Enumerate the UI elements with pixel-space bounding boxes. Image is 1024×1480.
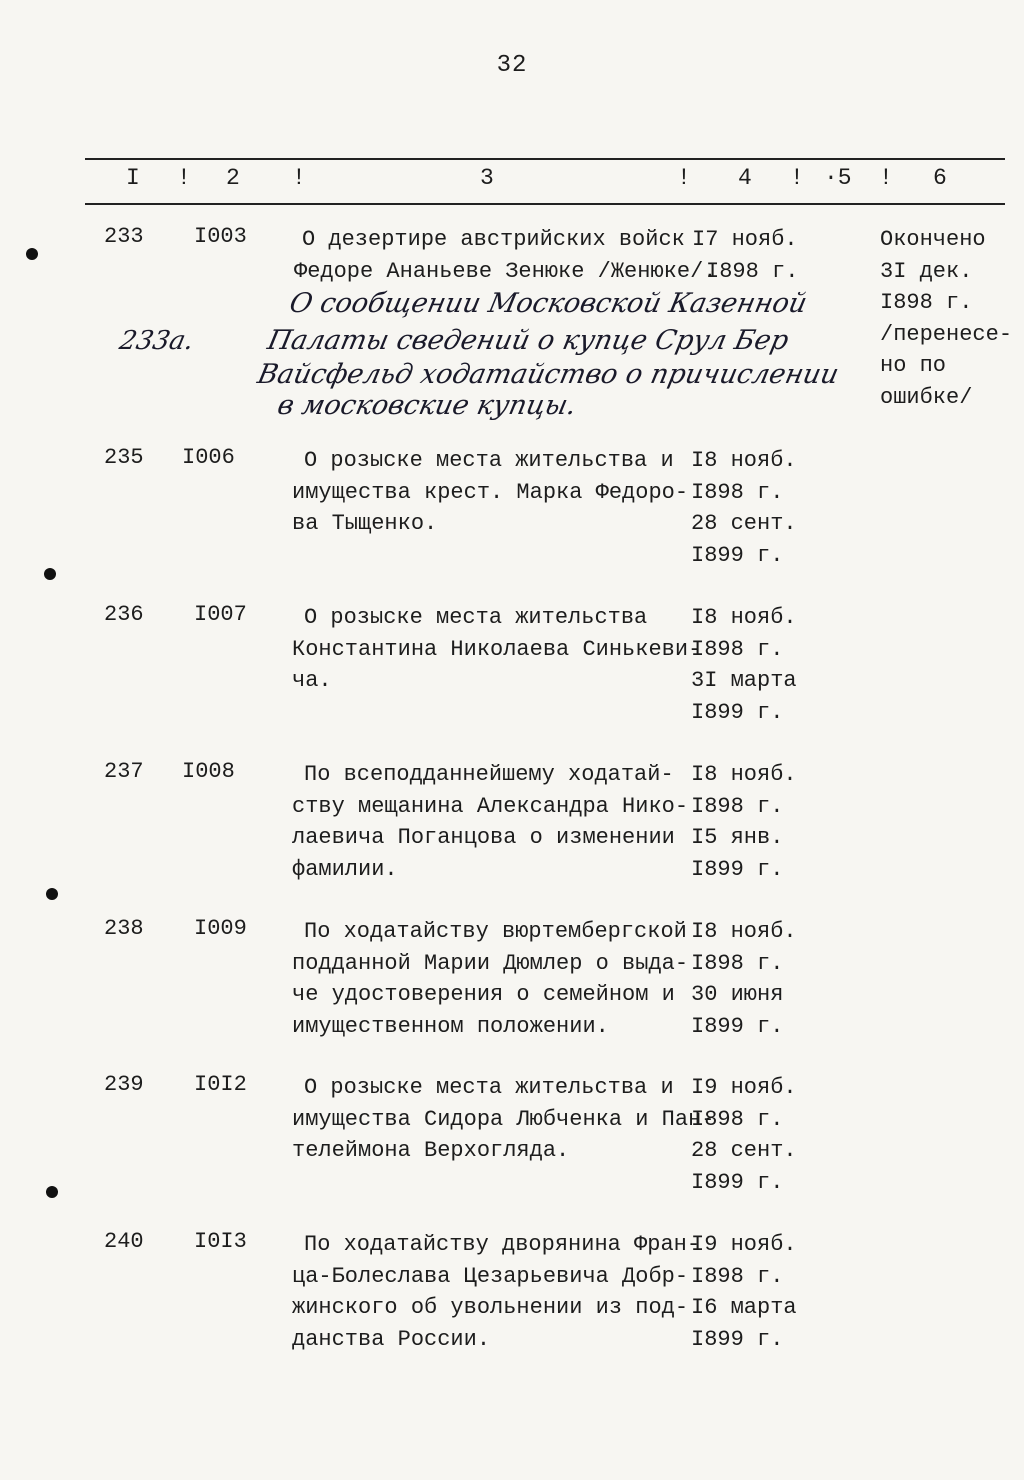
date-line: I898 г. [691, 1263, 784, 1289]
record-number: 237 [104, 759, 144, 784]
date-line: I8 нояб. [691, 919, 797, 944]
record-title [294, 224, 717, 287]
column-header-row [0, 165, 1024, 195]
handwritten-line: Вайсфельд ходатайство о причислении [254, 359, 842, 390]
record-code: I009 [194, 916, 247, 941]
title-line: жинского об увольнении из под- [292, 1295, 689, 1320]
record-title [292, 916, 689, 1042]
date-line: I8 нояб. [691, 448, 797, 473]
table-header-rule [85, 203, 1005, 205]
table-top-rule [85, 158, 1005, 160]
record-dates [691, 916, 821, 1042]
title-line: фамилии. [292, 856, 398, 882]
title-line: данства России. [292, 1326, 491, 1352]
note-line: /перенесе- [880, 321, 1013, 347]
record-code: I0I2 [194, 1072, 247, 1097]
record-code: I006 [182, 445, 235, 470]
record-code: I003 [194, 224, 247, 249]
record-dates [691, 602, 821, 728]
record-dates [691, 445, 821, 571]
record-title [292, 1072, 715, 1167]
title-line: По ходатайству дворянина Фран- [304, 1232, 701, 1257]
record-note [880, 224, 1020, 413]
date-line: I899 г. [691, 542, 784, 568]
record-title [292, 445, 689, 540]
date-line: I8 нояб. [691, 605, 797, 630]
title-line: че удостоверения о семейном и [292, 982, 675, 1007]
binder-hole [26, 248, 38, 260]
date-line: I898 г. [691, 793, 784, 819]
record-number: 236 [104, 602, 144, 627]
column-separator: ! [677, 165, 691, 191]
column-header-3: 3 [480, 165, 494, 191]
title-line: О розыске места жительства [304, 605, 648, 630]
title-line: имущественном положении. [292, 1013, 609, 1039]
title-line: имущества Сидора Любченка и Пан- [292, 1106, 715, 1132]
column-header-6: 6 [933, 165, 947, 191]
column-separator: ! [292, 165, 306, 191]
page-number: 32 [496, 52, 528, 79]
record-number: 240 [104, 1229, 144, 1254]
date-line: I7 нояб. [692, 227, 798, 252]
title-line: По ходатайству вюртембергской [304, 919, 687, 944]
column-separator: ! [879, 165, 893, 191]
column-header-1: I [126, 165, 140, 191]
date-line: I899 г. [691, 1169, 784, 1195]
title-line: ца-Болеслава Цезарьевича Добр- [292, 1263, 689, 1289]
note-line: но по [880, 353, 947, 378]
title-line: По всеподданнейшему ходатай- [304, 762, 674, 787]
record-number: 239 [104, 1072, 144, 1097]
date-line: I9 нояб. [691, 1075, 797, 1100]
date-line: 3I марта [691, 668, 797, 693]
date-line: I898 г. [691, 636, 784, 662]
handwritten-line: Палаты сведений о купце Срул Бер [264, 325, 792, 356]
date-line: 28 сент. [691, 511, 797, 536]
title-line: Федоре Ананьеве Зенюке /Женюке/. [294, 258, 717, 284]
record-dates [691, 1229, 821, 1355]
record-code: I008 [182, 759, 235, 784]
date-line: I899 г. [691, 1326, 784, 1352]
record-number: 235 [104, 445, 144, 470]
record-dates [692, 224, 822, 287]
column-header-5: ·5 [824, 165, 852, 191]
title-line: О розыске места жительства и [304, 448, 674, 473]
binder-hole [46, 1186, 58, 1198]
column-separator: ! [177, 165, 191, 191]
date-line: I898 г. [691, 950, 784, 976]
date-line: 28 сент. [691, 1138, 797, 1163]
record-title [292, 759, 689, 885]
column-header-4: 4 [738, 165, 752, 191]
title-line: Константина Николаева Синькеви- [292, 636, 702, 662]
record-dates [691, 1072, 821, 1198]
handwritten-line: в московские купцы. [274, 390, 580, 421]
record-number: 238 [104, 916, 144, 941]
date-line: I898 г. [706, 258, 799, 284]
note-line: Окончено [880, 227, 986, 252]
note-line: ошибке/ [880, 384, 973, 410]
date-line: I898 г. [691, 1106, 784, 1132]
date-line: I899 г. [691, 1013, 784, 1039]
binder-hole [46, 888, 58, 900]
record-dates [691, 759, 821, 885]
date-line: I8 нояб. [691, 762, 797, 787]
date-line: I5 янв. [691, 825, 784, 850]
date-line: I898 г. [691, 479, 784, 505]
handwritten-line: О сообщении Московской Казенной [286, 288, 810, 319]
title-line: лаевича Поганцова о изменении [292, 825, 675, 850]
title-line: имущества крест. Марка Федоро- [292, 479, 689, 505]
note-line: I898 г. [880, 290, 973, 315]
column-separator: ! [790, 165, 804, 191]
record-code: I007 [194, 602, 247, 627]
date-line: 30 июня [691, 982, 784, 1007]
date-line: I899 г. [691, 856, 784, 882]
title-line: ча. [292, 668, 332, 693]
title-line: подданной Марии Дюмлер о выда- [292, 950, 689, 976]
title-line: ству мещанина Александра Нико- [292, 793, 689, 819]
title-line: телеймона Верхогляда. [292, 1138, 570, 1163]
record-title [292, 1229, 701, 1355]
record-code: I0I3 [194, 1229, 247, 1254]
column-header-2: 2 [226, 165, 240, 191]
title-line: О розыске места жительства и [304, 1075, 674, 1100]
note-line: 3I дек. [880, 258, 973, 284]
date-line: I6 марта [691, 1295, 797, 1320]
binder-hole [44, 568, 56, 580]
title-line: О дезертире австрийских войск [302, 227, 685, 252]
title-line: ва Тыщенко. [292, 511, 438, 536]
record-title [292, 602, 702, 697]
handwritten-record-number: 233а. [116, 326, 197, 356]
record-number: 233 [104, 224, 144, 249]
date-line: I9 нояб. [691, 1232, 797, 1257]
date-line: I899 г. [691, 699, 784, 725]
